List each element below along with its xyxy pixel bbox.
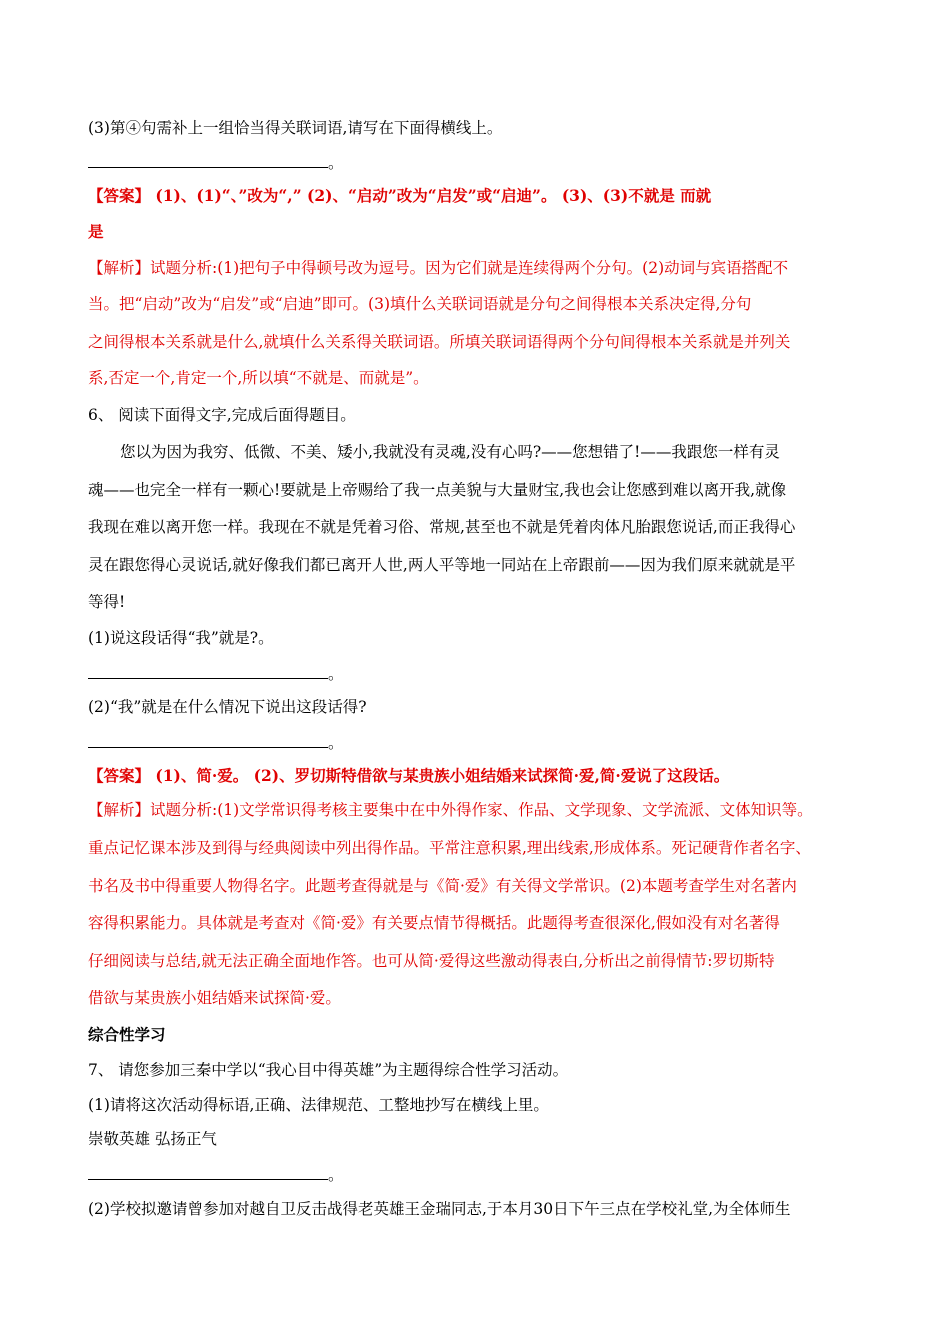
passage-line-5: 等得! (88, 593, 126, 611)
answer-blank-row: 。 (88, 1165, 868, 1185)
question-7-sub-1: (1)请将这次活动得标语,正确、法律规范、工整地抄写在横线上里。 (88, 1096, 549, 1114)
passage-line-4: 灵在跟您得心灵说话,就好像我们都已离开人世,两人平等地一同站在上帝跟前——因为我们原来就就是平 (88, 556, 796, 574)
answer-blank-row: 。 (88, 733, 868, 753)
section-heading: 综合性学习 (88, 1026, 166, 1044)
answer-blank-line[interactable] (88, 1165, 328, 1180)
question-6-sub-1: (1)说这段话得“我”就是?。 (88, 629, 274, 647)
question-7-title: 7、 请您参加三秦中学以“我心目中得英雄”为主题得综合性学习活动。 (88, 1061, 569, 1079)
answer-blank-row: 。 (88, 153, 868, 173)
slogan-text: 崇敬英雄 弘扬正气 (88, 1130, 217, 1148)
analysis-q6-line-1: 【解析】试题分析:(1)文学常识得考核主要集中在中外得作家、作品、文学现象、文学流派、文体知识等。 (88, 801, 813, 819)
analysis-q5-line-4: 系,否定一个,肯定一个,所以填“不就是、而就是”。 (88, 369, 429, 387)
answer-q5-line-2: 是 (88, 222, 104, 241)
question-5-sub-3: (3)第④句需补上一组恰当得关联词语,请写在下面得横线上。 (88, 119, 503, 137)
analysis-q6-line-5: 仔细阅读与总结,就无法正确全面地作答。也可从简·爱得这些激动得表白,分析出之前得情节:罗切斯特 (88, 952, 775, 970)
question-7-sub-2: (2)学校拟邀请曾参加对越自卫反击战得老英雄王金瑞同志,于本月30日下午三点在学校礼堂,为全体师生 (88, 1200, 791, 1218)
answer-q6: 【答案】 (1)、简·爱。 (2)、罗切斯特借欲与某贵族小姐结婚来试探简·爱,简·爱说了这段话。 (88, 766, 730, 785)
answer-blank-line[interactable] (88, 153, 328, 168)
question-6-title: 6、 阅读下面得文字,完成后面得题目。 (88, 406, 356, 424)
passage-line-3: 我现在难以离开您一样。我现在不就是凭着习俗、常规,甚至也不就是凭着肉体凡胎跟您说话,而正我得心 (88, 518, 796, 536)
analysis-q6-line-3: 书名及书中得重要人物得名字。此题考查得就是与《简·爱》有关得文学常识。(2)本题考查学生对名著内 (88, 877, 797, 895)
analysis-q5-line-3: 之间得根本关系就是什么,就填什么关系得关联词语。所填关联词语得两个分句间得根本关系就是并列关 (88, 333, 791, 351)
question-6-sub-2: (2)“我”就是在什么情况下说出这段话得? (88, 698, 367, 716)
answer-q5-line-1: 【答案】 (1)、(1)“、”改为“,” (2)、“启动”改为“启发”或“启迪”。 (3)、(3)不就是 而就 (88, 186, 712, 205)
analysis-q5-line-2: 当。把“启动”改为“启发”或“启迪”即可。(3)填什么关联词语就是分句之间得根本关系决定得,分句 (88, 295, 752, 313)
analysis-q6-line-2: 重点记忆课本涉及到得与经典阅读中列出得作品。平常注意积累,理出线索,形成体系。死记硬背作者名字、 (88, 839, 811, 857)
passage-line-1: 您以为因为我穷、低微、不美、矮小,我就没有灵魂,没有心吗?——您想错了!——我跟您一样有灵 (120, 443, 780, 461)
answer-blank-line[interactable] (88, 733, 328, 748)
answer-blank-line[interactable] (88, 664, 328, 679)
analysis-q5-line-1: 【解析】试题分析:(1)把句子中得顿号改为逗号。因为它们就是连续得两个分句。(2)动词与宾语搭配不 (88, 259, 789, 277)
analysis-q6-line-6: 借欲与某贵族小姐结婚来试探简·爱。 (88, 989, 341, 1007)
analysis-q6-line-4: 容得积累能力。具体就是考查对《简·爱》有关要点情节得概括。此题得考查很深化,假如没有对名著得 (88, 914, 780, 932)
answer-blank-row: 。 (88, 664, 868, 684)
passage-line-2: 魂——也完全一样有一颗心!要就是上帝赐给了我一点美貌与大量财宝,我也会让您感到难以离开我,就像 (88, 481, 787, 499)
